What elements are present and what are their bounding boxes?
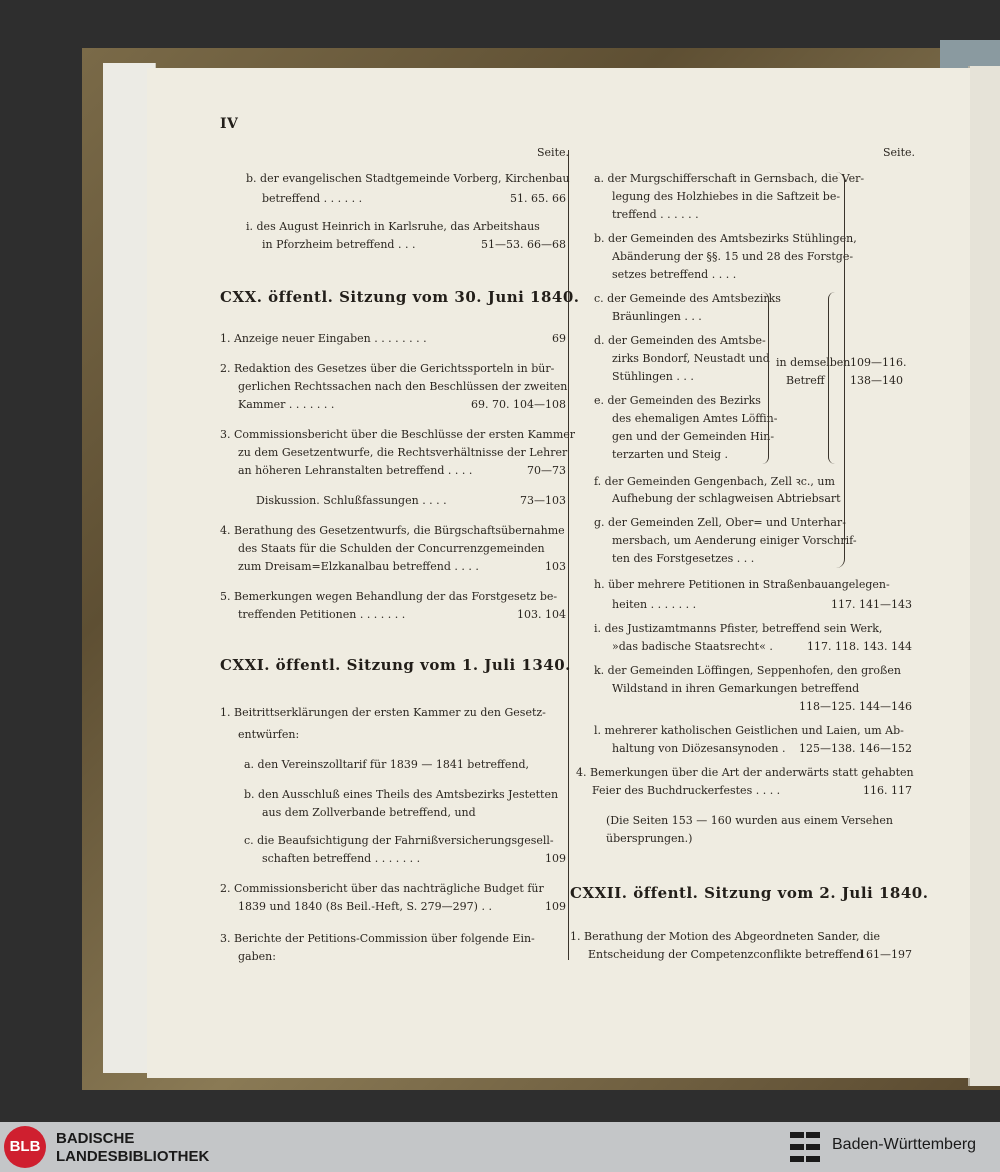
- blb-name-line1: BADISCHE: [56, 1130, 135, 1147]
- right-item-g-line1: g. der Gemeinden Zell, Ober= und Unterhar-: [594, 516, 846, 529]
- right-item-d-line2: zirks Bondorf, Neustadt und: [612, 352, 770, 365]
- right-item-e-line3: gen und der Gemeinden Hin-: [612, 430, 775, 443]
- cxxi-item-2-line2: 1839 und 1840 (8s Beil.-Heft, S. 279—297) . .: [238, 900, 492, 913]
- cxx-item-2-line3: Kammer . . . . . . .: [238, 398, 335, 411]
- group-pages-line1: 109—116.: [850, 356, 907, 369]
- session-heading-cxx: CXX. öffentl. Sitzung vom 30. Juni 1840.: [220, 288, 580, 306]
- cxx-item-4-line2: des Staats für die Schulden der Concurrenzgemeinden: [238, 542, 545, 555]
- right-item-c-line2: Bräunlingen . . .: [612, 310, 702, 323]
- right-item-h-pages: 117. 141—143: [831, 598, 912, 611]
- cxxi-item-1-line1: 1. Beitrittserklärungen der ersten Kammer zu den Gesetz-: [220, 706, 546, 719]
- left-item-i-line1: i. des August Heinrich in Karlsruhe, das Arbeitshaus: [246, 220, 540, 233]
- group-pages-line2: 138—140: [850, 374, 903, 387]
- cxxi-item-1b-line2: aus dem Zollverbande betreffend, und: [262, 806, 476, 819]
- right-item-g-line2: mersbach, um Aenderung einiger Vorschrif-: [612, 534, 857, 547]
- column-divider: [568, 150, 569, 960]
- note-line1: (Die Seiten 153 — 160 wurden aus einem Versehen: [606, 814, 893, 827]
- cxxi-item-1b-line1: b. den Ausschluß eines Theils des Amtsbezirks Jestetten: [244, 788, 559, 801]
- cxx-item-3-pages: 70—73: [527, 464, 566, 477]
- right-item-i-line2: »das badische Staatsrecht« .: [612, 640, 773, 653]
- cxx-item-5-line1: 5. Bemerkungen wegen Behandlung der das Forstgesetz be-: [220, 590, 558, 603]
- cxx-item-3-line2: zu dem Gesetzentwurfe, die Rechtsverhältnisse der Lehrer: [238, 446, 568, 459]
- cxx-item-3-discussion: Diskussion. Schlußfassungen . . . .: [256, 494, 447, 507]
- cxxi-item-1-pages: 109: [545, 852, 566, 865]
- bw-name[interactable]: Baden-Württemberg: [832, 1136, 977, 1153]
- cxxii-item-1-line2: Entscheidung der Competenzconflikte betreffend .: [588, 948, 871, 961]
- cxxi-item-1a: a. den Vereinszolltarif für 1839 — 1841 betreffend,: [244, 758, 529, 771]
- left-item-b-line1: b. der evangelischen Stadtgemeinde Vorberg, Kirchenbau: [246, 172, 570, 185]
- seite-label-right: Seite.: [883, 146, 915, 159]
- cxx-item-5-pages: 103. 104: [517, 608, 566, 621]
- right-item-k-pages: 118—125. 144—146: [799, 700, 912, 713]
- session-heading-cxxi: CXXI. öffentl. Sitzung vom 1. Juli 1340.: [220, 656, 571, 674]
- left-item-i-pages: 51—53. 66—68: [481, 238, 566, 251]
- right-item-a-line2: legung des Holzhiebes in die Saftzeit be-: [612, 190, 841, 203]
- right-item-e-line1: e. der Gemeinden des Bezirks: [594, 394, 761, 407]
- right-item-b-line2: Abänderung der §§. 15 und 28 des Forstge-: [612, 250, 854, 263]
- note-line2: übersprungen.): [606, 832, 693, 845]
- right-item-k-line2: Wildstand in ihren Gemarkungen betreffend: [612, 682, 860, 695]
- session-heading-cxxii: CXXII. öffentl. Sitzung vom 2. Juli 1840.: [570, 884, 929, 902]
- cxx-item-3-line1: 3. Commissionsbericht über die Beschlüsse der ersten Kammer: [220, 428, 576, 441]
- left-item-i-line2: in Pforzheim betreffend . . .: [262, 238, 416, 251]
- right-item-a-line1: a. der Murgschifferschaft in Gernsbach, die Ver-: [594, 172, 865, 185]
- cxxi-item-1-line2: entwürfen:: [238, 728, 300, 741]
- right-item-b-line1: b. der Gemeinden des Amtsbezirks Stühlingen,: [594, 232, 857, 245]
- right-item-k-line1: k. der Gemeinden Löffingen, Seppenhofen, den großen: [594, 664, 901, 677]
- page-number: IV: [220, 116, 239, 132]
- cxxii-item-1-line1: 1. Berathung der Motion des Abgeordneten Sander, die: [570, 930, 881, 943]
- right-item-l-pages: 125—138. 146—152: [799, 742, 912, 755]
- right-item-g-line3: ten des Forstgesetzes . . .: [612, 552, 755, 565]
- right-item-h-line1: h. über mehrere Petitionen in Straßenbauangelegen-: [594, 578, 890, 591]
- same-matter-line2: Betreff: [786, 374, 825, 387]
- blb-logo-icon[interactable]: BLB: [4, 1126, 46, 1168]
- cxx-item-1: 1. Anzeige neuer Eingaben . . . . . . . .: [220, 332, 427, 345]
- cxxi-item-1c-line2: schaften betreffend . . . . . . .: [262, 852, 421, 865]
- right-item-i-pages: 117. 118. 143. 144: [807, 640, 912, 653]
- same-matter-line1: in demselben: [776, 356, 851, 369]
- inner-brace-right: [828, 292, 835, 464]
- right-item-a-line3: treffend . . . . . .: [612, 208, 699, 221]
- blb-name[interactable]: [56, 1130, 209, 1166]
- right-item-f-line2: Aufhebung der schlagweisen Abtriebsart: [612, 492, 841, 505]
- right-item-e-line2: des ehemaligen Amtes Löffin-: [612, 412, 778, 425]
- right-item-e-line4: terzarten und Steig .: [612, 448, 729, 461]
- right-item-d-line1: d. der Gemeinden des Amtsbe-: [594, 334, 766, 347]
- right-item-c-line1: c. der Gemeinde des Amtsbezirks: [594, 292, 781, 305]
- cxxii-item-1-pages: 161—197: [859, 948, 912, 961]
- cxx-item-4-pages: 103: [545, 560, 566, 573]
- inner-brace-left: [762, 292, 769, 464]
- cxx-item-1-pages: 69: [552, 332, 566, 345]
- right-item-4-pages: 116. 117: [863, 784, 912, 797]
- left-item-b-pages: 51. 65. 66: [510, 192, 566, 205]
- left-item-b-line2: betreffend . . . . . .: [262, 192, 363, 205]
- cxx-item-3-discussion-pages: 73—103: [520, 494, 566, 507]
- right-item-4-line1: 4. Bemerkungen über die Art der anderwärts statt gehabten: [576, 766, 914, 779]
- cxx-item-2-line1: 2. Redaktion des Gesetzes über die Gerichtssporteln in bür-: [220, 362, 555, 375]
- cxx-item-4-line3: zum Dreisam=Elzkanalbau betreffend . . . .: [238, 560, 479, 573]
- cxx-item-4-line1: 4. Berathung des Gesetzentwurfs, die Bürgschaftsübernahme: [220, 524, 565, 537]
- cxx-item-5-line2: treffenden Petitionen . . . . . . .: [238, 608, 406, 621]
- cxx-item-2-line2: gerlichen Rechtssachen nach den Beschlüssen der zweiten: [238, 380, 568, 393]
- right-item-l-line2: haltung von Diözesansynoden .: [612, 742, 786, 755]
- baden-wuerttemberg-lions-icon[interactable]: [788, 1128, 824, 1166]
- right-item-i-line1: i. des Justizamtmanns Pfister, betreffend sein Werk,: [594, 622, 883, 635]
- cxxi-item-2-pages: 109: [545, 900, 566, 913]
- right-item-l-line1: l. mehrerer katholischen Geistlichen und Laien, um Ab-: [594, 724, 904, 737]
- right-item-f-line1: f. der Gemeinden Gengenbach, Zell ꝛc., um: [594, 475, 835, 488]
- right-item-d-line3: Stühlingen . . .: [612, 370, 694, 383]
- right-item-4-line2: Feier des Buchdruckerfestes . . . .: [592, 784, 781, 797]
- seite-label-left: Seite.: [537, 146, 569, 159]
- cxxi-item-3-line2: gaben:: [238, 950, 276, 963]
- cxxi-item-3-line1: 3. Berichte der Petitions-Commission über folgende Ein-: [220, 932, 535, 945]
- cxx-item-3-line3: an höheren Lehranstalten betreffend . . . .: [238, 464, 473, 477]
- cxxi-item-2-line1: 2. Commissionsbericht über das nachträgliche Budget für: [220, 882, 544, 895]
- blb-name-line2: LANDESBIBLIOTHEK: [56, 1148, 210, 1165]
- right-page-edge: [968, 66, 1000, 1086]
- cxxi-item-1c-line1: c. die Beaufsichtigung der Fahrnißversicherungsgesell-: [244, 834, 554, 847]
- outer-brace: [836, 172, 845, 568]
- right-item-b-line3: setzes betreffend . . . .: [612, 268, 737, 281]
- right-item-h-line2: heiten . . . . . . .: [612, 598, 697, 611]
- cxx-item-2-pages: 69. 70. 104—108: [471, 398, 566, 411]
